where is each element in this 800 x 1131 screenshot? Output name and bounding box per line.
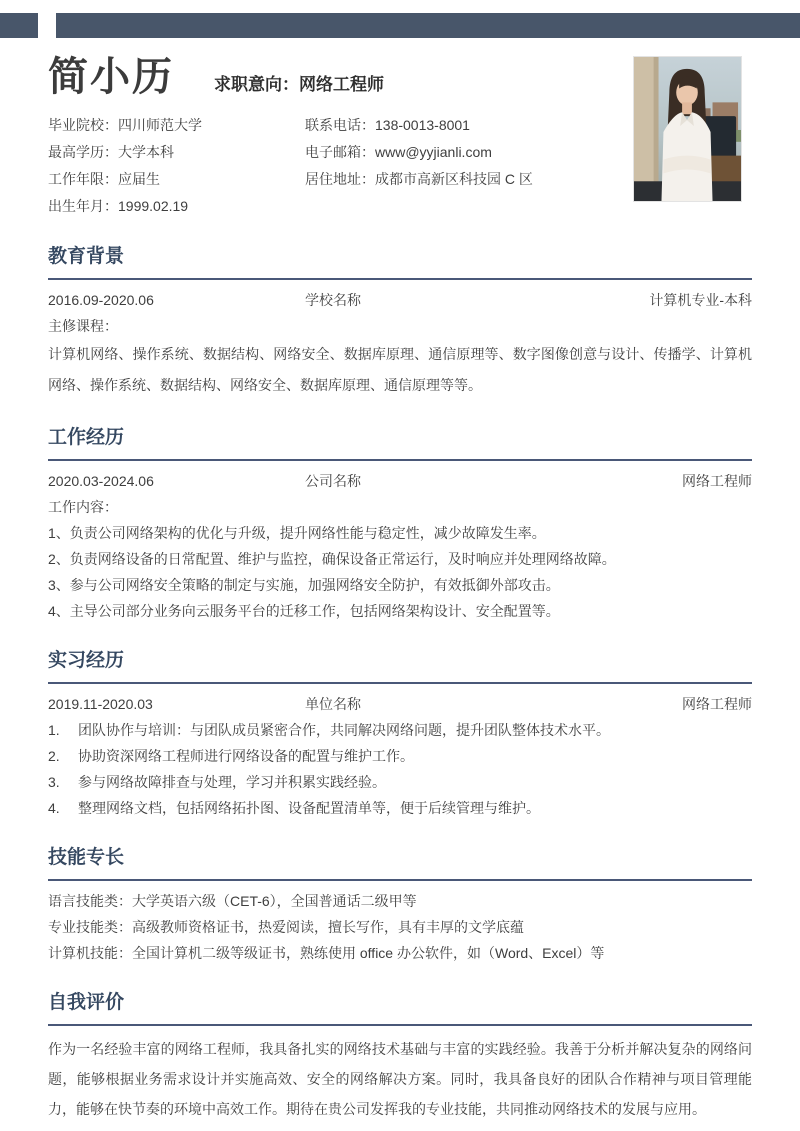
contact-column-left <box>48 112 305 220</box>
contact-row-birth <box>48 193 305 220</box>
work-company: 公司名称 <box>305 473 361 489</box>
contact-row-degree <box>48 139 305 166</box>
contact-value: 1999.02.19 <box>118 198 189 214</box>
section-title-internship: 实习经历 <box>48 648 752 684</box>
contact-label: 联系电话： <box>305 117 375 133</box>
internship-item <box>48 795 752 821</box>
top-bar-accent-left <box>0 13 38 38</box>
section-internship <box>48 648 752 821</box>
education-degree: 计算机专业-本科 <box>649 292 752 308</box>
item-number: 1. <box>48 722 60 738</box>
contact-label: 出生年月： <box>48 198 118 214</box>
contact-value: www@yyjianli.com <box>375 144 492 160</box>
item-number: 3. <box>48 774 60 790</box>
item-text: 团队协作与培训：与团队成员紧密合作，共同解决网络问题，提升团队整体技术水平。 <box>78 722 610 738</box>
internship-period: 2019.11-2020.03 <box>48 696 153 712</box>
contact-value: 成都市高新区科技园 C 区 <box>375 171 533 187</box>
internship-company: 单位名称 <box>305 696 361 712</box>
contact-value: 四川师范大学 <box>118 117 202 133</box>
internship-position: 网络工程师 <box>682 696 752 712</box>
item-text: 参与网络故障排查与处理，学习并积累实践经验。 <box>78 774 386 790</box>
internship-entry-header <box>48 691 752 717</box>
contact-value: 大学本科 <box>118 144 174 160</box>
internship-item <box>48 769 752 795</box>
profile-photo <box>633 56 742 202</box>
item-text: 协助资深网络工程师进行网络设备的配置与维护工作。 <box>78 748 414 764</box>
work-content-label: 工作内容： <box>48 499 118 515</box>
contact-label: 最高学历： <box>48 144 118 160</box>
item-number: 4. <box>48 800 60 816</box>
education-courses: 计算机网络、操作系统、数据结构、网络安全、数据库原理、通信原理等、数字图像创意与设计、传播学、计算机网络、操作系统、数据结构、网络安全、数据库原理、通信原理等等。 <box>48 346 752 393</box>
work-item: 4、主导公司部分业务向云服务平台的迁移工作，包括网络架构设计、安全配置等。 <box>48 603 560 619</box>
candidate-name: 简小历 <box>48 55 174 99</box>
item-text: 整理网络文档，包括网络拓扑图、设备配置清单等，便于后续管理与维护。 <box>78 800 540 816</box>
section-title-work: 工作经历 <box>48 425 752 461</box>
education-entry-header <box>48 287 752 313</box>
internship-item <box>48 717 752 743</box>
section-title-education: 教育背景 <box>48 244 752 280</box>
work-item: 1、负责公司网络架构的优化与升级，提升网络性能与稳定性，减少故障发生率。 <box>48 525 546 541</box>
internship-item <box>48 743 752 769</box>
item-number: 2. <box>48 748 60 764</box>
contact-label: 居住地址： <box>305 171 375 187</box>
skill-item: 专业技能类：高级教师资格证书，热爱阅读，擅长写作，具有丰厚的文学底蕴 <box>48 919 524 935</box>
contact-label: 电子邮箱： <box>305 144 375 160</box>
contact-label: 工作年限： <box>48 171 118 187</box>
education-school: 学校名称 <box>305 292 361 308</box>
section-education <box>48 244 752 401</box>
contact-row-school <box>48 112 305 139</box>
header <box>48 54 752 220</box>
work-position: 网络工程师 <box>682 473 752 489</box>
section-skills <box>48 845 752 966</box>
education-period: 2016.09-2020.06 <box>48 292 154 308</box>
work-entry-header <box>48 468 752 494</box>
job-intention: 求职意向：网络工程师 <box>214 75 384 94</box>
skill-item: 语言技能类：大学英语六级（CET-6），全国普通话二级甲等 <box>48 893 417 909</box>
resume-content <box>48 40 752 1124</box>
section-title-evaluation: 自我评价 <box>48 990 752 1026</box>
section-title-skills: 技能专长 <box>48 845 752 881</box>
section-work <box>48 425 752 624</box>
section-evaluation <box>48 990 752 1124</box>
evaluation-text: 作为一名经验丰富的网络工程师，我具备扎实的网络技术基础与丰富的实践经验。我善于分析并解决复杂的网络问题，能够根据业务需求设计并实施高效、安全的网络解决方案。同时，我具备良好的团队合作精神与项目管理能力，能够在快节奏的环境中高效工作。期待在贵公司发挥我的专业技能，共同推动网络技术的发展与应用。 <box>48 1041 752 1117</box>
skill-item: 计算机技能：全国计算机二级等级证书，熟练使用 office 办公软件，如（Word、Excel）等 <box>48 945 605 961</box>
top-bar <box>56 13 800 38</box>
photo-neck <box>682 102 692 114</box>
education-courses-label: 主修课程： <box>48 318 118 334</box>
work-item: 2、负责网络设备的日常配置、维护与监控，确保设备正常运行，及时响应并处理网络故障。 <box>48 551 616 567</box>
contact-row-experience <box>48 166 305 193</box>
contact-label: 毕业院校： <box>48 117 118 133</box>
contact-value: 138-0013-8001 <box>375 117 470 133</box>
contact-value: 应届生 <box>118 171 160 187</box>
work-item: 3、参与公司网络安全策略的制定与实施，加强网络安全防护，有效抵御外部攻击。 <box>48 577 560 593</box>
work-period: 2020.03-2024.06 <box>48 473 154 489</box>
